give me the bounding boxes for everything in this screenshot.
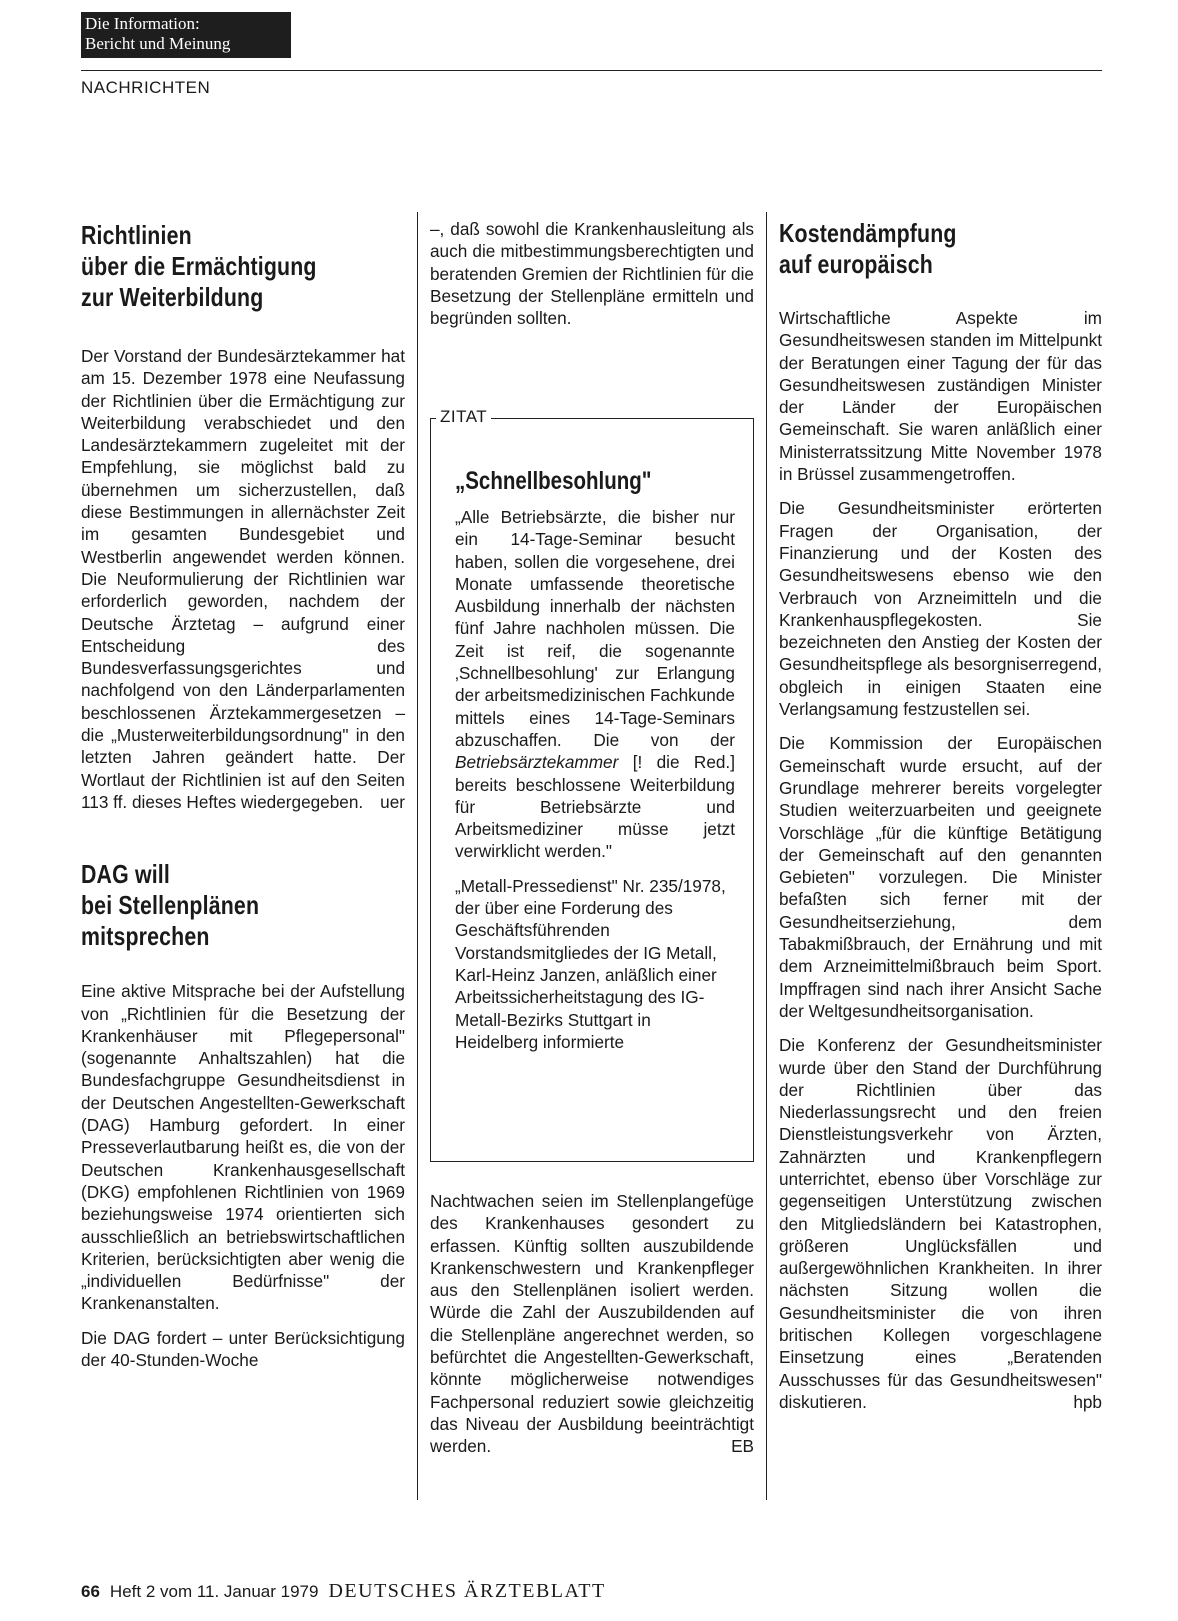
column-2 bbox=[430, 218, 754, 341]
journal-name: DEUTSCHES ÄRZTEBLATT bbox=[328, 1580, 606, 1602]
quote-content bbox=[455, 466, 735, 1065]
column-2-bottom bbox=[430, 1190, 754, 1470]
quote-text: „Alle Betriebsärzte, die bisher nur ein 14-Tage-Seminar besucht haben, sollen die vorgesehene, drei Monate umfassende theoretische Ausbildung innerhalb der nächsten fünf Jahre nachholen müssen. Die Zeit ist reif, die sogenannte ‚Schnellbesohlung' zur Erlangung der arbeitsmedizinischen Fachkunde mittels eines 14-Tage-Seminars abzuschaffen. Die von der Betriebsärztekammer [! die Red.] bereits beschlossene Weiterbildung für Betriebsärzte und Arbeitsmediziner müsse jetzt verwirklicht werden." bbox=[455, 507, 735, 862]
article3-paragraph-1: Wirtschaftliche Aspekte im Gesundheitswesen standen im Mittelpunkt der Beratungen einer Tagung der für das Gesundheitswesen zuständigen Minister der Länder der Europäischen Gemeinschaft. Sie waren anläßlich einer Ministerratssitzung Mitte November 1978 in Brüssel zusammengetroffen. bbox=[779, 308, 1102, 485]
article2-title-line3: mitsprechen bbox=[81, 921, 210, 952]
section-title: NACHRICHTEN bbox=[81, 78, 211, 97]
issue-info: Heft 2 vom 11. Januar 1979 bbox=[109, 1582, 319, 1601]
header-badge bbox=[81, 12, 291, 58]
column-1 bbox=[81, 220, 405, 1383]
quote-source: „Metall-Pressedienst" Nr. 235/1978, der über eine Forderung des Geschäftsführenden Vorstandsmitgliedes der IG Metall, Karl-Heinz Janzen, anläßlich einer Arbeitssicherheitstagung des IG-Metall-Bezirks Stuttgart in Heidelberg informierte bbox=[455, 875, 726, 1052]
article2-continuation-bottom: Nachtwachen seien im Stellenplangefüge des Krankenhauses gesondert zu erfassen. Künftig sollten auszubildende Krankenschwestern und Krankenpfleger aus den Stellenplänen isoliert werden. Würde die Zahl der Auszubildenden auf die Stellenpläne angerechnet werden, so befürchtet die Angestellten-Gewerkschaft, könnte möglicherweise notwendiges Fachpersonal reduziert sowie gleichzeitig das Niveau der Ausbildung beeinträchtigt werden. EB bbox=[430, 1191, 754, 1457]
page-number: 66 bbox=[81, 1582, 100, 1601]
article1-title-line1: Richtlinien bbox=[81, 220, 192, 250]
article2-paragraph-1: Eine aktive Mitsprache bei der Aufstellung von „Richtlinien für die Besetzung der Krankenhäuser mit Pflegepersonal" (sogenannte Anhaltszahlen) hat die Bundesfachgruppe Gesundheitsdienst in der Deutschen Angestellten-Gewerkschaft (DAG) Hamburg gefordert. In einer Presseverlautbarung heißt es, die von der Deutschen Krankenhausgesellschaft (DKG) empfohlenen Richtlinien von 1969 beziehungsweise 1974 orientierten sich ausschließlich an betriebswirtschaftlichen Kriterien, berücksichtigten aber wenig die „individuellen Bedürfnisse" der Krankenanstalten. bbox=[81, 981, 405, 1314]
header-badge-line1: Die Information: bbox=[85, 14, 200, 33]
article3-title-line2: auf europäisch bbox=[779, 249, 933, 279]
article2-title-line2: bei Stellenplänen bbox=[81, 890, 260, 921]
article2-paragraph-2: Die DAG fordert – unter Berücksichtigung der 40-Stunden-Woche bbox=[81, 1327, 405, 1370]
quote-title: „Schnellbesohlung" bbox=[455, 467, 652, 495]
article3-paragraph-4: Die Konferenz der Gesundheitsminister wurde über den Stand der Durchführung der Richtlinien über das Niederlassungsrecht und den freien Dienstleistungsverkehr von Ärzten, Zahnärzten und Krankenpflegern unterrichtet, ebenso über Vorschläge zur gegenseitigen Unterstützung zwischen den Mitgliedsländern bei Katastrophen, größeren Unglücksfällen und außergewöhnlichen Krankheiten. In ihrer nächsten Sitzung wollen die Gesundheitsminister die von ihren britischen Kollegen vorgeschlagene Einsetzung eines „Beratenden Ausschusses für das Gesundheitswesen" diskutieren. hpb bbox=[779, 1035, 1102, 1412]
article1-signature: uer bbox=[380, 791, 405, 812]
quote-label: ZITAT bbox=[436, 407, 491, 427]
article3-signature: hpb bbox=[1073, 1391, 1102, 1412]
article2-title-line1: DAG will bbox=[81, 859, 170, 890]
article3-paragraph-2: Die Gesundheitsminister erörterten Fragen der Organisation, der Finanzierung und der Kosten des Gesundheitswesens ebenso wie den Verbrauch von Arzneimitteln und die Krankenhauspflegekosten. Sie bezeichneten den Anstieg der Kosten der Gesundheitspflege als besorgniserregend, obgleich in einigen Staaten eine Verlangsamung festzustellen sei. bbox=[779, 498, 1102, 720]
article3-paragraph-3: Die Kommission der Europäischen Gemeinschaft wurde ersucht, auf der Grundlage mehrerer bereits vorgelegter Studien weiterzuarbeiten und geeignete Vorschläge „für die künftige Betätigung der Gemeinschaft auf den genannten Gebieten" vorzulegen. Die Minister befaßten sich ferner mit der Gesundheitserziehung, dem Tabakmißbrauch, der Ernährung und mit dem Arzneimittelmißbrauch beim Sport. Impffragen sind nach ihrer Ansicht Sache der Weltgesundheitsorganisation. bbox=[779, 733, 1102, 1021]
article1-title-line2: über die Ermächtigung bbox=[81, 251, 317, 281]
column-3 bbox=[779, 218, 1102, 1425]
article3-title-line1: Kostendämpfung bbox=[779, 218, 957, 248]
page-footer bbox=[81, 1580, 606, 1603]
article2-continuation-top: –, daß sowohl die Krankenhausleitung als auch die mitbestimmungsberechtigten und beratenden Gremien der Richtlinien für die Besetzung der Stellenpläne ermitteln und begründen sollten. bbox=[430, 219, 754, 329]
article1-body: Der Vorstand der Bundesärztekammer hat am 15. Dezember 1978 eine Neufassung der Richtlinien über die Ermächtigung zur Weiterbildung verabschiedet und den Landesärztekammern zugeleitet mit der Empfehlung, sie möglichst bald zu übernehmen um sicherzustellen, daß diese Bestimmungen in allernächster Zeit im gesamten Bundesgebiet und Westberlin angewendet werden können. Die Neuformulierung der Richtlinien war erforderlich geworden, nachdem der Deutsche Ärztetag – aufgrund einer Entscheidung des Bundesverfassungsgerichtes und nachfolgend von den Länderparlamenten beschlossenen Ärztekammergesetzen – die „Musterweiterbildungsordnung" in den letzten Jahren geändert hatte. Der Wortlaut der Richtlinien ist auf den Seiten 113 ff. dieses Heftes wiedergegeben. uer bbox=[81, 346, 405, 812]
header-badge-line2: Bericht und Meinung bbox=[85, 34, 231, 53]
article2-signature: EB bbox=[731, 1436, 754, 1457]
column-rule-1 bbox=[417, 212, 418, 1500]
article1-title-line3: zur Weiterbildung bbox=[81, 282, 264, 312]
header-rule bbox=[81, 70, 1102, 71]
column-rule-2 bbox=[766, 212, 767, 1500]
